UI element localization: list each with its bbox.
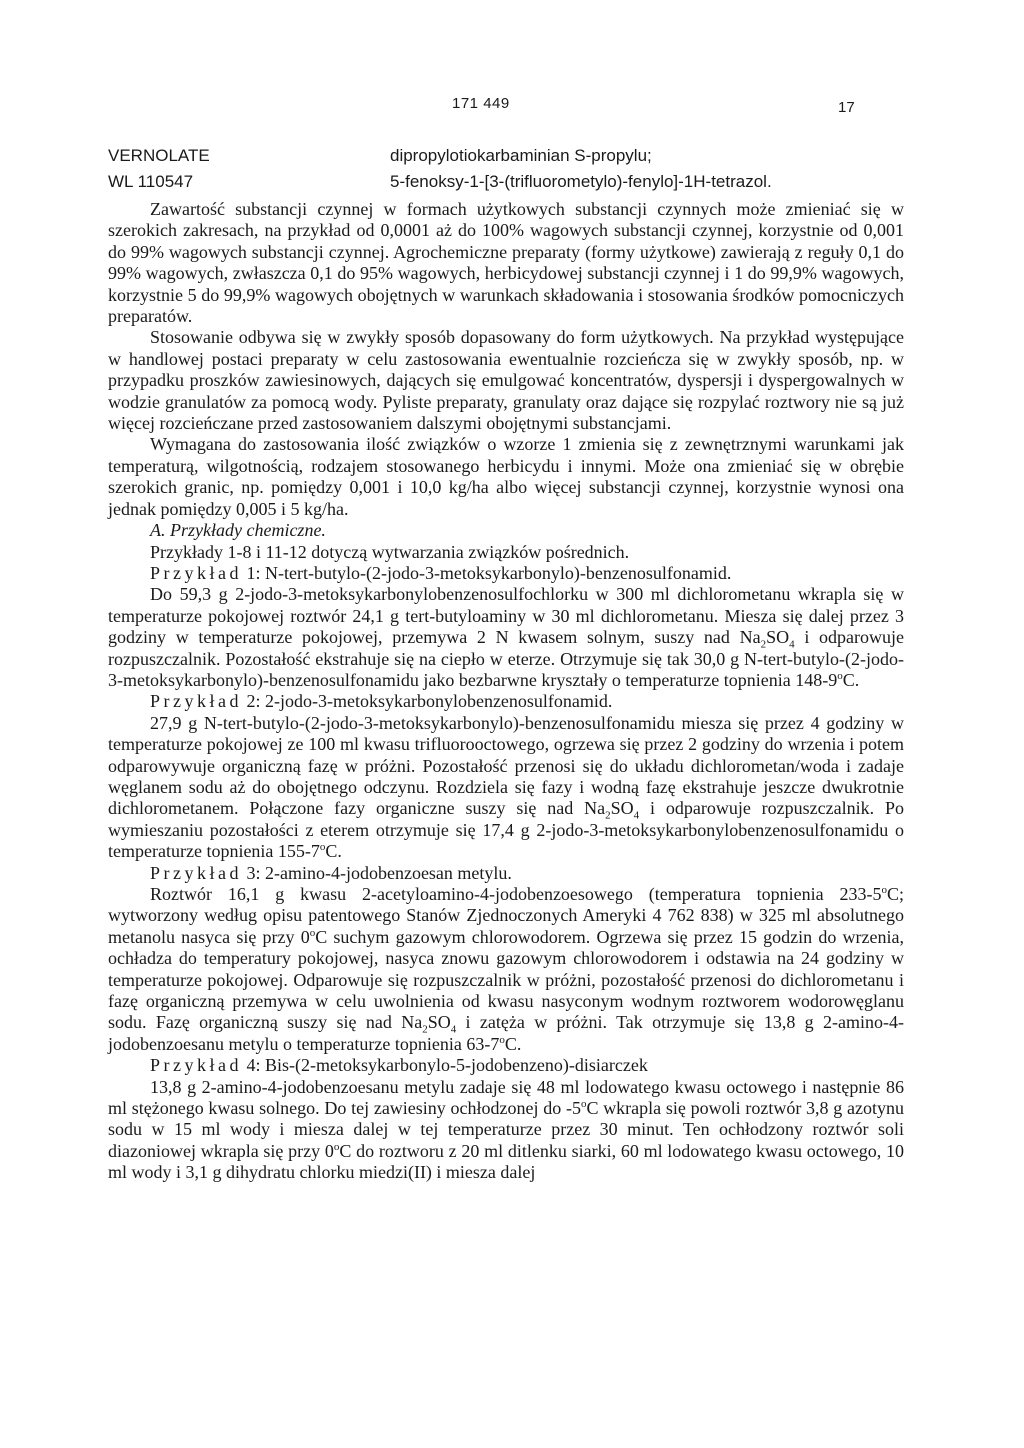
compound-list [108, 146, 908, 198]
subscript: 2 [422, 1024, 428, 1037]
text-run: C do roztworu z 20 ml ditlenku siarki, 60 ml lodowatego kwasu octowego, 10 ml wody i 3,1 g dihydratu chlorku miedzi(II) i miesza dalej [108, 1140, 904, 1183]
paragraph: Wymagana do zastosowania ilość związków o wzorze 1 zmienia się z zewnętrznymi warunkami jak temperaturą, wilgotnością, rodzajem stosowanego herbicydu i innymi. Może ona zmieniać się w obrębie szerokich granic, np. pomiędzy 0,001 i 10,0 kg/ha albo więcej substancji czynnej, korzystnie wynosi ona jednak pomiędzy 0,005 i 5 kg/ha. [108, 434, 904, 519]
text-run: C suchym gazowym chlorowodorem. Ogrzewa się przez 15 godzin do wrzenia, ochładza do temperatury pokojowej, nasyca znowu gazowym chlorowodorem i odstawia na 24 godziny w temperaturze pokojowej. Odparowuje się rozpuszczalnik w próżni, pozostałość przenosi do dichlorometanu i fazę organiczną przemywa w celu uwolnienia od kwasu nasyconym wodnym roztworem wodorowęglanu sodu. Fazę organiczną suszy się nad Na [108, 926, 904, 1033]
text-run: C wkrapla się powoli roztwór 3,8 g azotynu sodu w 15 ml wody i miesza dalej w tej temperaturze przez 30 minut. Ten ochłodzony roztwór soli diazoniowej wkrapla się przy 0 [108, 1098, 904, 1161]
paragraph [108, 584, 904, 691]
example-title: 2: 2-jodo-3-metoksykarbonylobenzenosulfonamid. [241, 691, 613, 712]
example-heading [108, 863, 904, 884]
patent-number: 171 449 [452, 95, 510, 112]
example-heading [108, 1055, 904, 1076]
example-heading [108, 563, 904, 584]
text-run: C. [325, 841, 342, 862]
body-text [108, 199, 904, 1184]
superscript: o [309, 926, 316, 939]
text-run: Roztwór 16,1 g kwasu 2-acetyloamino-4-jodobenzoesowego (temperatura topnienia 233-5 [150, 884, 882, 904]
text-run: 27,9 g N-tert-butylo-(2-jodo-3-metoksykarbonylo)-benzenosulfonamidu miesza się przez 4 godziny w temperaturze pokojowej ze 100 ml kwasu trifluorooctowego, ogrzewa się przez 2 godziny do wrzenia i potem odparowywuje organiczną fazę w próżni. Pozostałość przenosi się do układu dichlorometan/woda i zadaje węglanem sodu aż do obojętnego odczynu. Rozdziela się fazy i wodną fazę ekstrahuje jeszcze dwukrotnie dichlorometanem. Połączone fazy organiczne suszy się nad Na [108, 712, 904, 819]
text-run: 13,8 g 2-amino-4-jodobenzoesanu metylu zadaje się 48 ml lodowatego kwasu octowego i następnie 86 ml stężonego kwasu solnego. Do tej zawiesiny ochłodzonej do -5 [108, 1076, 904, 1119]
subscript: 4 [450, 1024, 457, 1037]
example-label: Przykład [150, 691, 242, 712]
subscript: 4 [789, 638, 795, 651]
text-run: SO [610, 798, 634, 819]
superscript: o [499, 1033, 505, 1046]
page-header [0, 95, 1024, 125]
paragraph [108, 713, 904, 863]
compound-row [108, 146, 908, 172]
superscript: o [333, 1140, 340, 1153]
compound-code: WL 110547 [108, 172, 194, 191]
text-run: C; wytworzony według opisu patentowego Stanów Zjednoczonych Ameryki 4 762 838) w 325 ml absolutnego metanolu nasyca się przy 0 [108, 884, 904, 947]
paragraph: Stosowanie odbywa się w zwykły sposób dopasowany do form użytkowych. Na przykład występujące w handlowej postaci preparaty w celu zastosowania ewentualnie rozcieńcza się w zwykły sposób, np. w przypadku proszków zawiesinowych, dających się emulgować koncentratów, dyspersji i dyspergowalnych w wodzie granulatów za pomocą wody. Pyliste preparaty, granulaty oraz dające się rozpylać roztwory nie są już więcej rozcieńczane przed zastosowaniem dalszymi obojętnymi substancjami. [108, 327, 904, 434]
superscript: o [319, 841, 326, 854]
example-title: 4: Bis-(2-metoksykarbonylo-5-jodobenzeno)-disiarczek [241, 1055, 648, 1076]
example-title: 1: N-tert-butylo-(2-jodo-3-metoksykarbonylo)-benzenosulfonamid. [241, 562, 732, 583]
example-heading [108, 691, 904, 712]
text-run: i zatęża w próżni. Tak otrzymuje się 13,8 g 2-amino-4-jodobenzoesanu metylu o temperaturze topnienia 63-7 [108, 1012, 904, 1054]
subscript: 4 [633, 809, 640, 822]
paragraph [108, 1077, 904, 1184]
paragraph [108, 884, 904, 1055]
compound-name: dipropylotiokarbaminian S-propylu; [390, 146, 652, 165]
superscript: o [881, 884, 887, 896]
compound-code: VERNOLATE [108, 146, 210, 165]
example-label: Przykład [150, 1055, 242, 1076]
paragraph: Zawartość substancji czynnej w formach użytkowych substancji czynnych może zmieniać się w szerokich zakresach, na przykład od 0,0001 aż do 100% wagowych substancji czynnej, korzystnie od 0,001 do 99% wagowych substancji czynnej. Agrochemiczne preparaty (formy użytkowe) zawierają z reguły 0,1 do 99% wagowych, zwłaszcza 0,1 do 95% wagowych, herbicydowej substancji czynnej i 1 do 99,9% wagowych, korzystnie 5 do 99,9% wagowych obojętnych w warunkach składowania i stosowania środków pomocniczych preparatów. [108, 199, 904, 327]
subscript: 2 [760, 638, 767, 651]
text-run: SO [766, 627, 790, 648]
compound-row [108, 172, 908, 198]
text-run: i odparowuje rozpuszczalnik. Pozostałość ekstrahuje się na ciepło w eterze. Otrzymuje się tak 30,0 g N-tert-butylo-(2-jodo-3-metoksykarbonylo)-benzenosulfonamidu jako bezbarwne kryształy o temperaturze topnienia 148-9 [108, 627, 904, 690]
paragraph: Przykłady 1-8 i 11-12 dotyczą wytwarzania związków pośrednich. [150, 541, 630, 562]
page-index: 17 [838, 99, 855, 116]
text-run: i odparowuje rozpuszczalnik. Po wymieszaniu pozostałości z eterem otrzymuje się 17,4 g 2-jodo-3-metoksykarbonylobenzenosulfonamidu o temperaturze topnienia 155-7 [108, 798, 904, 862]
superscript: o [580, 1098, 587, 1111]
compound-name: 5-fenoksy-1-[3-(trifluorometylo)-fenylo]-1H-tetrazol. [390, 172, 772, 191]
subscript: 2 [605, 809, 611, 822]
text-run: Do 59,3 g 2-jodo-3-metoksykarbonylobenzenosulfochlorku w 300 ml dichlorometanu wkrapla się w temperaturze pokojowej roztwór 24,1 g tert-butyloaminy w 30 ml dichlorometanu. Miesza się dalej przez 3 godziny w temperaturze pokojowej, przemywa 2 N kwasem solnym, suszy nad Na [108, 584, 904, 648]
example-label: Przykład [150, 862, 242, 883]
example-title: 3: 2-amino-4-jodobenzoesan metylu. [241, 862, 512, 883]
text-run: C. [504, 1033, 522, 1054]
example-label: Przykład [150, 562, 242, 583]
text-run: C. [842, 669, 860, 690]
superscript: o [837, 669, 843, 682]
text-run: SO [427, 1012, 451, 1033]
section-heading: A. Przykłady chemiczne. [150, 520, 326, 541]
